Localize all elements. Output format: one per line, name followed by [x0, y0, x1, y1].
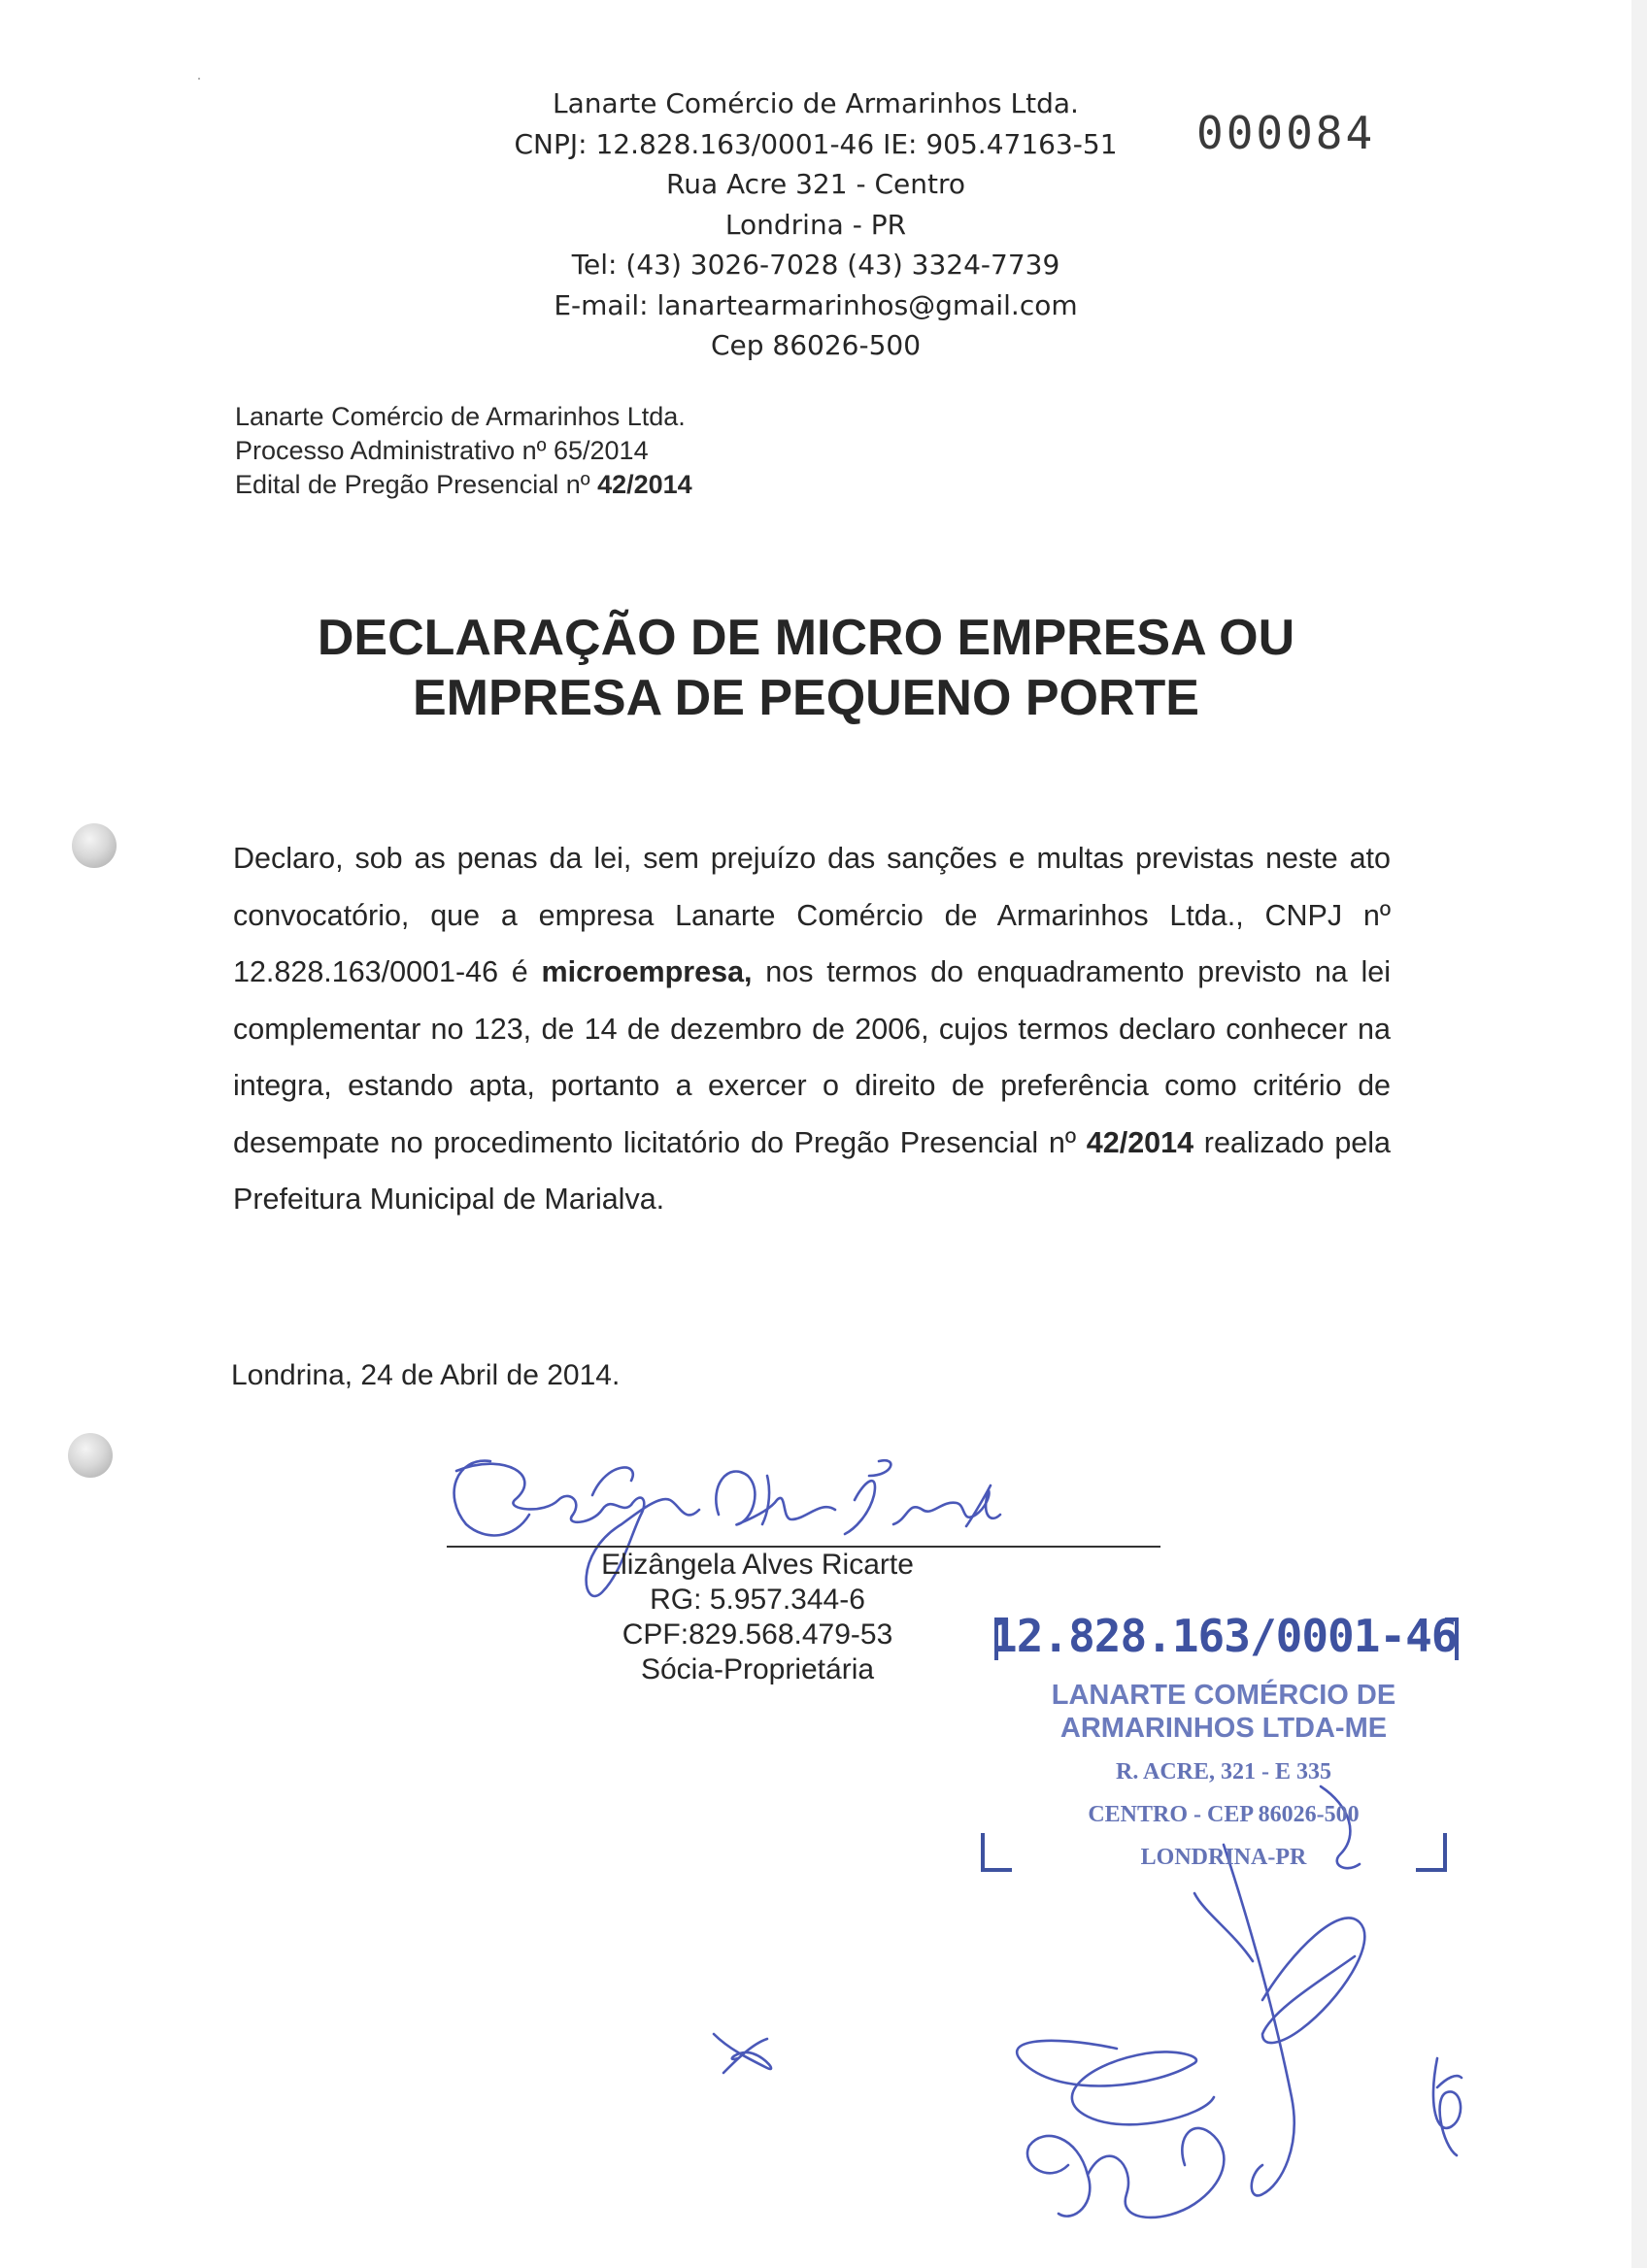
scan-speck	[198, 78, 200, 80]
punch-hole-bottom	[68, 1433, 113, 1478]
stamp-cnpj: 12.828.163/0001-46	[991, 1610, 1458, 1662]
stamp-district-cep: CENTRO - CEP 86026-500	[1088, 1802, 1360, 1827]
stamp-city: LONDRINA-PR	[1140, 1845, 1307, 1870]
declaration-bold-1: microempresa,	[541, 955, 753, 988]
declaration-paragraph	[233, 830, 1391, 1228]
declaration-text-1: Declaro, sob as penas da lei, sem prejuízo das sanções e multas previstas neste ato convocatório, que a empresa Lanarte Comércio de Armarinhos Ltda., CNPJ nº 12.828.163/0001-46 é	[233, 842, 1391, 988]
stamp-company-line-1: LANARTE COMÉRCIO DE	[1051, 1680, 1396, 1711]
scan-edge	[1631, 0, 1647, 2268]
letterhead-ids: CNPJ: 12.828.163/0001-46 IE: 905.47163-51	[514, 127, 1118, 160]
stamp-address: R. ACRE, 321 - E 335	[1115, 1759, 1331, 1784]
letterhead-company: Lanarte Comércio de Armarinhos Ltda.	[553, 87, 1079, 119]
declaration-text-2: nos termos do enquadramento previsto na lei complementar no 123, de 14 de dezembro de 2006, cujos termos declaro conhecer na integra, estando apta, portanto a exercer o direito de preferência como critério de desempate no procedimento licitatório do Pregão Presencial nº	[233, 955, 1392, 1159]
reference-process: Processo Administrativo nº 65/2014	[235, 436, 649, 465]
letterhead	[418, 83, 1214, 366]
title-line-2: EMPRESA DE PEQUENO PORTE	[413, 670, 1199, 726]
document-number: 000084	[1196, 107, 1376, 159]
letterhead-city: Londrina - PR	[724, 208, 907, 241]
reference-block	[235, 400, 692, 502]
letterhead-phone: Tel: (43) 3026-7028 (43) 3324-7739	[571, 249, 1060, 281]
signer-name: Elizângela Alves Ricarte	[601, 1549, 914, 1581]
declaration-text-3: realizado pela Prefeitura Municipal de Marialva.	[233, 1125, 1391, 1216]
company-stamp	[981, 1592, 1466, 1903]
reference-company: Lanarte Comércio de Armarinhos Ltda.	[235, 402, 686, 431]
reference-edital-prefix: Edital de Pregão Presencial nº	[235, 470, 598, 499]
letterhead-street: Rua Acre 321 - Centro	[666, 168, 965, 200]
punch-hole-top	[72, 823, 117, 868]
letterhead-cep: Cep 86026-500	[710, 329, 922, 361]
reference-edital	[235, 468, 692, 502]
signer-cpf: CPF:829.568.479-53	[622, 1618, 893, 1651]
declaration-bold-2: 42/2014	[1086, 1125, 1194, 1159]
signer-rg: RG: 5.957.344-6	[650, 1584, 865, 1616]
title-line-1: DECLARAÇÃO DE MICRO EMPRESA OU	[317, 610, 1295, 666]
stamp-company-line-2: ARMARINHOS LTDA-ME	[1059, 1713, 1388, 1744]
signer-block	[544, 1548, 971, 1687]
document-title	[175, 608, 1437, 728]
reference-edital-number: 42/2014	[597, 470, 692, 499]
place-date: Londrina, 24 de Abril de 2014.	[231, 1359, 621, 1391]
letterhead-email: E-mail: lanartearmarinhos@gmail.com	[554, 288, 1078, 321]
signer-role: Sócia-Proprietária	[640, 1653, 875, 1685]
